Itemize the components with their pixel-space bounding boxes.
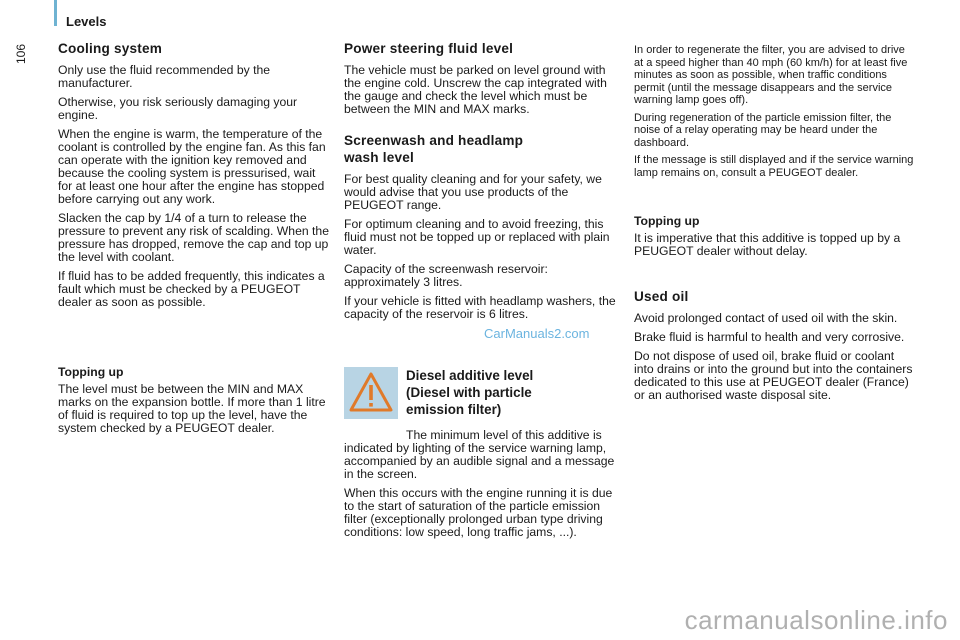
used-oil-p2: Brake fluid is harmful to health and very corrosive. [634, 330, 905, 344]
warning-box [344, 367, 398, 419]
diesel-p2: When this occurs with the engine running it is due to the start of saturation of the particle emission filter (exceptionally prolonged urban type driving conditions: low speed, long traffic jams, ...). [344, 486, 613, 539]
screenwash-title [344, 132, 619, 166]
regen-p2: During regeneration of the particle emission filter, the noise of a relay operating may be heard under the dashboard. [634, 111, 892, 149]
column-cooling [58, 40, 330, 441]
regen-block [634, 44, 914, 179]
regen-topping-title: Topping up [634, 214, 700, 228]
regen-topping-text: It is imperative that this additive is topped up by a PEUGEOT dealer without delay. [634, 231, 901, 258]
power-steering-text: The vehicle must be parked on level ground with the engine cold. Unscrew the cap integrated with the gauge and check the level which must be between the MIN and MAX marks. [344, 63, 607, 116]
column-steering-screenwash-diesel [344, 40, 619, 545]
screenwash-p2: For optimum cleaning and to avoid freezing, this fluid must not be topped up or replaced with plain water. [344, 217, 610, 257]
diesel-title [406, 367, 533, 419]
used-oil-p3: Do not dispose of used oil, brake fluid or coolant into drains or into the ground but into the containers dedicated to this use at PEUGEOT dealer (France) or an authorised waste disposal site. [634, 349, 913, 402]
cooling-p4: Slacken the cap by 1/4 of a turn to release the pressure to prevent any risk of scalding. When the pressure has dropped, remove the cap and top up the level with coolant. [58, 211, 329, 264]
cooling-p3: When the engine is warm, the temperature of the coolant is controlled by the engine fan. As this fan can operate with the ignition key removed and because the cooling system is pressurised, wait for at least one hour after the engine has stopped before carrying out any work. [58, 127, 326, 206]
cooling-title: Cooling system [58, 41, 163, 56]
watermark-bottom: carmanualsonline.info [684, 605, 948, 635]
section-title: Levels [66, 14, 107, 29]
warning-triangle-icon [349, 371, 393, 413]
cooling-topping-title: Topping up [58, 365, 124, 379]
screenwash-p4: If your vehicle is fitted with headlamp washers, the capacity of the reservoir is 6 litres. [344, 294, 616, 321]
diesel-header [344, 367, 619, 419]
diesel-p1: The minimum level of this additive is indicated by lighting of the service warning lamp, accompanied by an audible signal and a message in the screen. [344, 428, 615, 481]
regen-p1: In order to regenerate the filter, you are advised to drive at a speed higher than 40 mph (60 km/h) for at least five minutes as soon as possible, when traffic conditions permit (until the message disappears and the service warning lamp goes off). [634, 44, 908, 106]
diesel-title-line3: emission filter) [406, 402, 502, 417]
watermark-mid: CarManuals2.com [484, 326, 590, 341]
power-steering-title: Power steering fluid level [344, 41, 514, 56]
diesel-title-line2: (Diesel with particle [406, 385, 532, 400]
diesel-title-line1: Diesel additive level [406, 368, 534, 383]
screenwash-p1: For best quality cleaning and for your safety, we would advise that you use products of the PEUGEOT range. [344, 172, 602, 212]
cooling-topping-text: The level must be between the MIN and MAX marks on the expansion bottle. If more than 1 litre of fluid is required to top up the level, have the system checked by a PEUGEOT dealer. [58, 382, 326, 435]
cooling-p2: Otherwise, you risk seriously damaging your engine. [58, 95, 298, 122]
cooling-p5: If fluid has to be added frequently, this indicates a fault which must be checked by a PEUGEOT dealer as soon as possible. [58, 269, 325, 309]
section-accent-bar [54, 0, 57, 26]
screenwash-p3: Capacity of the screenwash reservoir: approximately 3 litres. [344, 262, 548, 289]
regen-p3: If the message is still displayed and if the service warning lamp remains on, consult a PEUGEOT dealer. [634, 154, 914, 179]
screenwash-title-line2: wash level [344, 150, 415, 165]
column-regen-used-oil [634, 40, 914, 408]
screenwash-title-line1: Screenwash and headlamp [344, 133, 524, 148]
used-oil-p1: Avoid prolonged contact of used oil with the skin. [634, 311, 898, 325]
page-number: 106 [14, 43, 28, 64]
cooling-p1: Only use the fluid recommended by the manufacturer. [58, 63, 271, 90]
used-oil-title: Used oil [634, 289, 689, 304]
